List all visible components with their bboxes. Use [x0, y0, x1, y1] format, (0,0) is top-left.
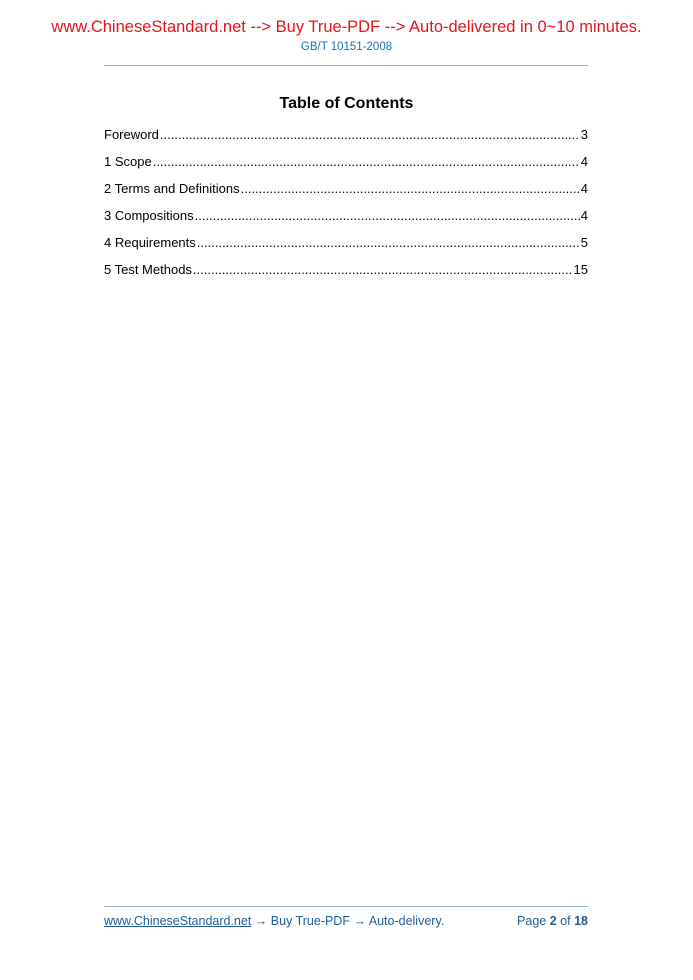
toc-entry-page: 3 [580, 127, 588, 142]
page-current: 2 [549, 914, 557, 928]
toc-entry-foreword[interactable] [104, 127, 588, 154]
footer-divider [104, 906, 588, 907]
footer-delivery-text: Auto-delivery. [368, 914, 445, 928]
toc-entry-terms-and-definitions[interactable] [104, 181, 588, 208]
toc-dot-leader [241, 181, 580, 196]
toc-entry-label: 2 Terms and Definitions [104, 181, 240, 196]
toc-dot-leader [153, 154, 580, 169]
right-arrow-icon: → [254, 914, 268, 928]
standard-code: GB/T 10151-2008 [300, 41, 393, 53]
toc-entry-compositions[interactable] [104, 208, 588, 235]
footer-links [104, 914, 444, 928]
toc-dot-leader [197, 235, 580, 250]
toc-entry-label: 5 Test Methods [104, 262, 192, 277]
toc-title: Table of Contents [279, 95, 414, 112]
toc-dot-leader [193, 262, 573, 277]
toc-entry-label: 4 Requirements [104, 235, 196, 250]
toc-entry-test-methods[interactable] [104, 262, 588, 289]
toc-entry-label: Foreword [104, 127, 159, 142]
of-word: of [560, 914, 571, 928]
header-banner: www.ChineseStandard.net --> Buy True-PDF --> Auto-delivered in 0~10 minutes. [51, 18, 642, 36]
toc-dot-leader [195, 208, 580, 223]
toc-entry-page: 5 [580, 235, 588, 250]
toc-entry-label: 3 Compositions [104, 208, 194, 223]
page-word: Page [517, 914, 547, 928]
toc-dot-leader [160, 127, 580, 142]
footer-site-link[interactable]: www.ChineseStandard.net [104, 914, 252, 928]
toc-entry-page: 15 [573, 262, 588, 277]
page-indicator [517, 914, 588, 928]
toc-entry-page: 4 [580, 208, 588, 223]
table-of-contents [104, 127, 588, 289]
toc-entry-page: 4 [580, 154, 588, 169]
toc-entry-requirements[interactable] [104, 235, 588, 262]
toc-entry-label: 1 Scope [104, 154, 152, 169]
header-divider [104, 65, 588, 66]
footer [104, 914, 588, 928]
toc-entry-scope[interactable] [104, 154, 588, 181]
right-arrow-icon: → [353, 914, 366, 928]
footer-buy-text: Buy True-PDF [270, 914, 350, 928]
page-total: 18 [574, 914, 588, 928]
toc-entry-page: 4 [580, 181, 588, 196]
